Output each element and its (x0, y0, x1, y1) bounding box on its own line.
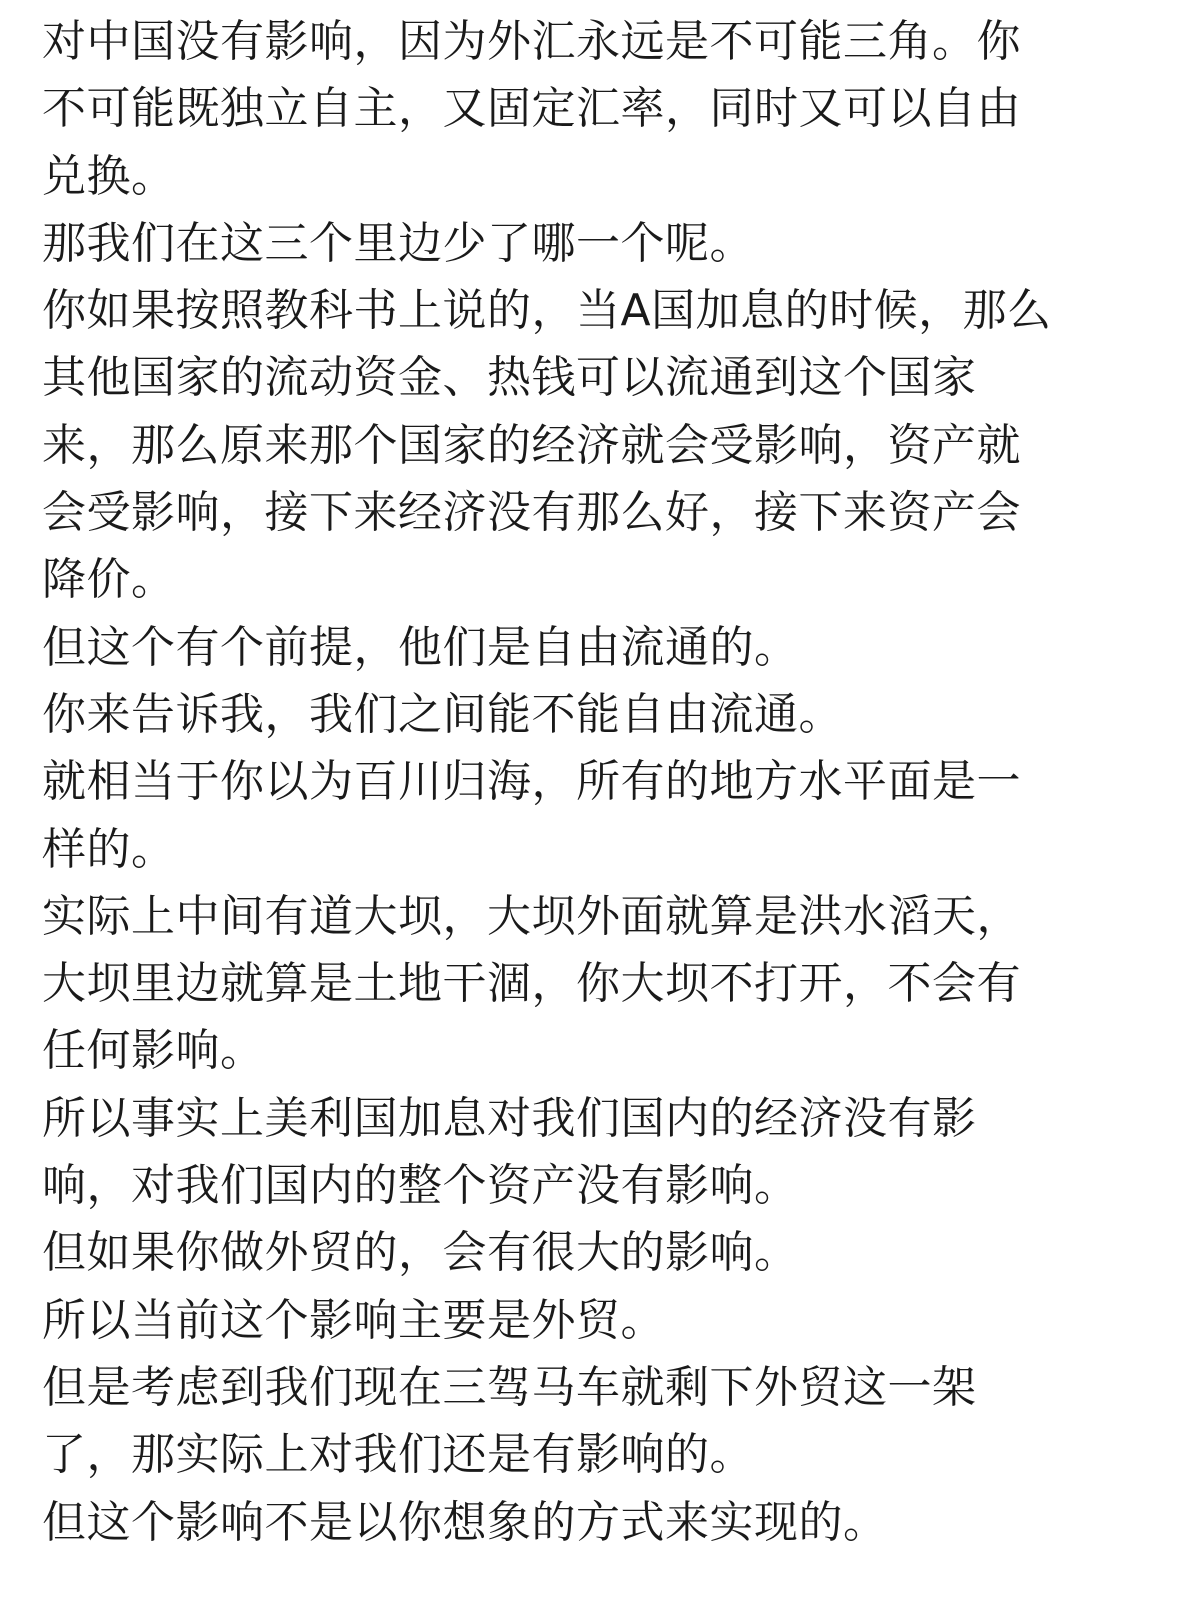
text-line: 响，对我们国内的整个资产没有影响。 (42, 1160, 799, 1212)
text-line: 但如果你做外贸的，会有很大的影响。 (42, 1227, 799, 1279)
text-line: 那我们在这三个里边少了哪一个呢。 (42, 217, 754, 269)
text-line: 不可能既独立自主，又固定汇率，同时又可以自由 (42, 83, 1021, 135)
text-line: 但这个影响不是以你想象的方式来实现的。 (42, 1496, 888, 1548)
text-line: 你来告诉我，我们之间能不能自由流通。 (42, 688, 843, 740)
text-line: 所以事实上美利国加息对我们国内的经济没有影 (42, 1092, 977, 1144)
text-line: 来，那么原来那个国家的经济就会受影响，资产就 (42, 419, 1021, 471)
text-line: 就相当于你以为百川归海，所有的地方水平面是一 (42, 756, 1021, 808)
text-line: 兑换。 (42, 150, 176, 202)
text-line: 会受影响，接下来经济没有那么好，接下来资产会 (42, 487, 1021, 539)
text-line: 但这个有个前提，他们是自由流通的。 (42, 621, 799, 673)
text-line: 其他国家的流动资金、热钱可以流通到这个国家 (42, 352, 977, 404)
text-line: 所以当前这个影响主要是外贸。 (42, 1294, 665, 1346)
text-line: 你如果按照教科书上说的，当A国加息的时候，那么 (42, 285, 1052, 337)
text-line: 但是考虑到我们现在三驾马车就剩下外贸这一架 (42, 1361, 977, 1413)
text-line: 了，那实际上对我们还是有影响的。 (42, 1429, 754, 1481)
text-line: 任何影响。 (42, 1025, 265, 1077)
text-line: 样的。 (42, 823, 176, 875)
text-line: 降价。 (42, 554, 176, 606)
text-line: 大坝里边就算是土地干涸，你大坝不打开，不会有 (42, 958, 1021, 1010)
text-line: 实际上中间有道大坝，大坝外面就算是洪水滔天， (42, 890, 1021, 942)
text-line: 对中国没有影响，因为外汇永远是不可能三角。你 (42, 16, 1021, 67)
